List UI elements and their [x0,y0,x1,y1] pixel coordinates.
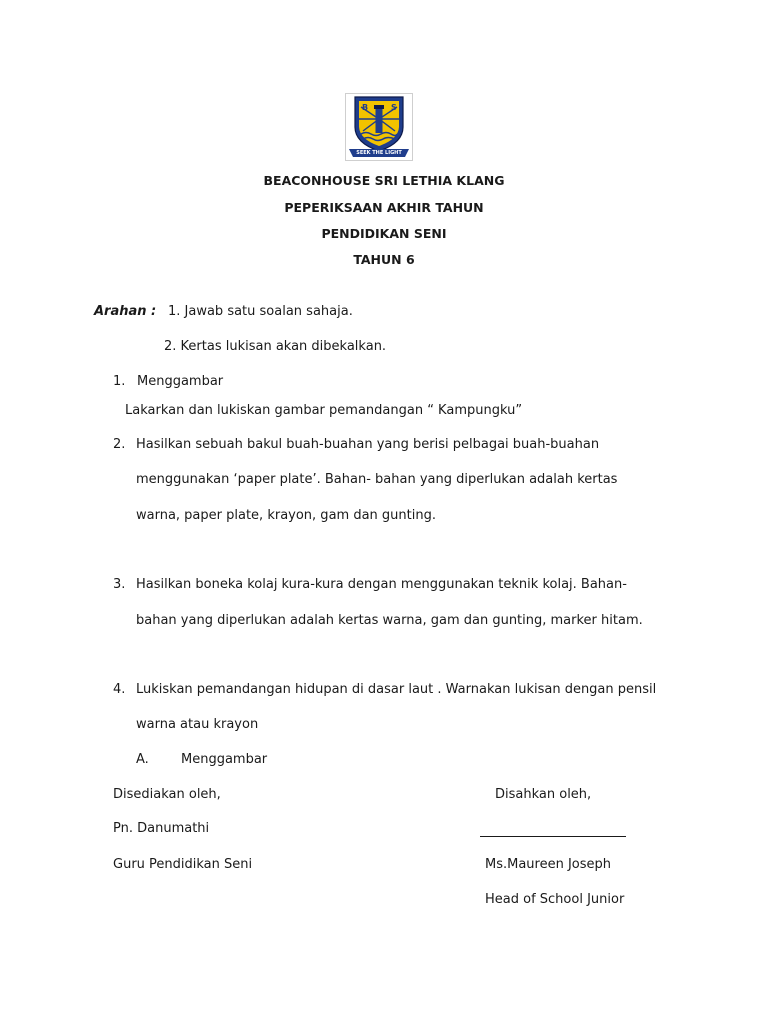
prepared-by-role: Guru Pendidikan Seni [113,857,253,872]
year-title: TAHUN 6 [353,252,415,267]
approved-by-name: Ms.Maureen Joseph [485,857,612,872]
school-name: BEACONHOUSE SRI LETHIA KLANG [263,173,505,188]
crest-letter-b: B [362,103,369,112]
question-number: 2. [113,437,126,452]
crest-motto: SEEK THE LIGHT [356,150,402,156]
exam-title: PEPERIKSAAN AKHIR TAHUN [284,200,484,215]
question-line: Hasilkan boneka kolaj kura-kura dengan menggunakan teknik kolaj. Bahan- [136,577,627,592]
instructions-label: Arahan : [94,304,157,319]
instruction-item: 1. Jawab satu soalan sahaja. [168,304,353,319]
instruction-item: 2. Kertas lukisan akan dibekalkan. [164,339,387,354]
crest-letter-s: S [391,103,397,112]
question-line: Hasilkan sebuah bakul buah-buahan yang berisi pelbagai buah-buahan [136,437,600,452]
question-number: 4. [113,682,126,697]
question-line: Lukiskan pemandangan hidupan di dasar laut . Warnakan lukisan dengan pensil [136,682,657,697]
prepared-by-name: Pn. Danumathi [113,821,210,836]
signature-line [480,836,626,837]
prepared-by-label: Disediakan oleh, [113,787,221,802]
question-line: warna, paper plate, krayon, gam dan gunting. [136,508,436,523]
question-number: 1. [113,374,126,389]
approved-by-label: Disahkan oleh, [495,787,592,802]
subquestion-letter: A. [136,752,149,767]
question-title: Menggambar [137,374,224,389]
question-number: 3. [113,577,126,592]
subquestion-text: Menggambar [181,752,268,767]
question-line: bahan yang diperlukan adalah kertas warna, gam dan gunting, marker hitam. [136,613,643,628]
approved-by-role: Head of School Junior [485,892,625,907]
question-line: menggunakan ‘paper plate’. Bahan- bahan yang diperlukan adalah kertas [136,472,618,487]
subject-title: PENDIDIKAN SENI [321,226,447,241]
school-crest [345,93,413,161]
question-line: warna atau krayon [136,717,259,732]
question-text: Lakarkan dan lukiskan gambar pemandangan “ Kampungku” [125,403,523,418]
